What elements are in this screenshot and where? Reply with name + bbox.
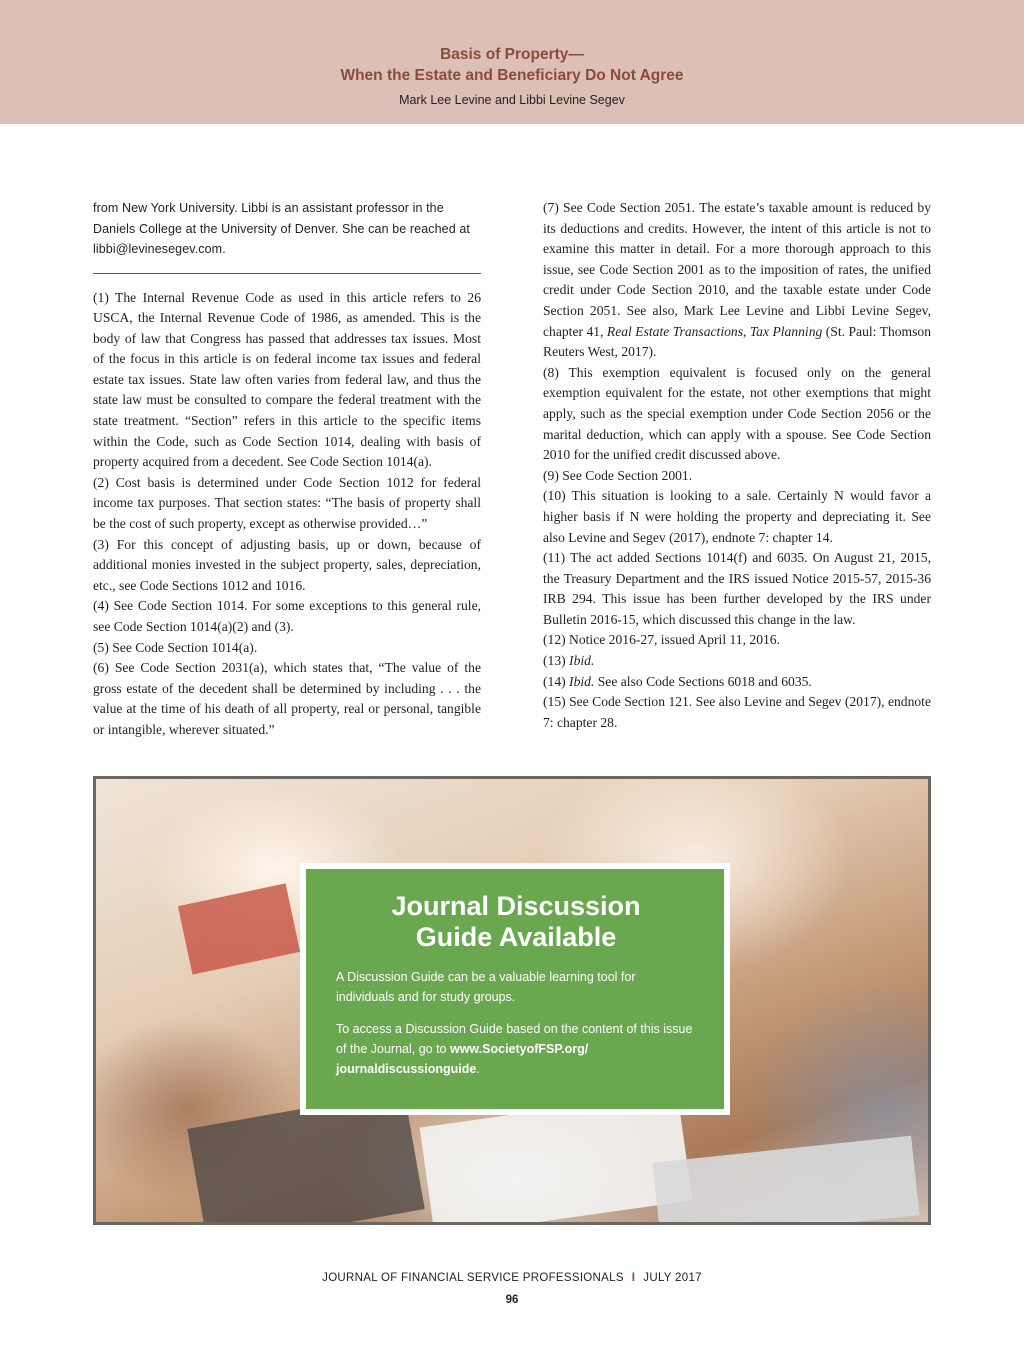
endnote-3: (3) For this concept of adjusting basis, up or down, because of additional monies invested in the subject property, sales, depreciation, etc., see Code Sections 1012 and 1016. — [93, 536, 481, 593]
endnote-8: (8) This exemption equivalent is focused only on the general exemption equivalent for the estate, not other exemptions that might apply, such as the special exemption under Code Section 2056 or the marital deduction, which can apply with a spouse. See Code Section 2010 for the unified credit discussed above. — [543, 364, 931, 463]
right-column — [543, 198, 931, 733]
endnote-7-text-a: (7) See Code Section 2051. The estate’s taxable amount is reduced by its deductions and credits. However, the intent of this article is not to examine this matter in detail. For a more thorough approach to this issue, see Code Section 2001 as to the imposition of rates, the unified credit under Code Section 2010, and the taxable estate under Code Section 2051. See also, Mark Lee Levine and Libbi Levine Segev, chapter 41, — [543, 200, 931, 339]
endnote-14-number: (14) — [543, 673, 570, 689]
callout-title-line-2: Guide Available — [415, 922, 617, 952]
callout-paragraph-2 — [336, 1019, 696, 1079]
endnote-13-number: (13) — [543, 653, 570, 669]
footer-separator: I — [631, 1272, 636, 1284]
callout-title — [336, 891, 696, 953]
photo-laptop-shape — [653, 1136, 920, 1225]
endnote-10: (10) This situation is looking to a sale. Certainly N would favor a higher basis if N were holding the property and depreciating it. See also Levine and Segev (2017), endnote 7: chapter 14. — [543, 488, 931, 545]
page-footer — [0, 1272, 1024, 1284]
discussion-guide-photo — [93, 776, 931, 1225]
page-number: 96 — [505, 1294, 519, 1306]
endnote-7-book-title: Real Estate Transactions, Tax Planning — [606, 323, 823, 339]
photo-book-shape — [178, 883, 300, 974]
endnote-1: (1) The Internal Revenue Code as used in this article refers to 26 USCA, the Internal Revenue Code of 1986, as amended. This is the body of law that Congress has passed that addresses tax issues. Most of the focus in this article is on federal income tax issues and federal estate tax issues. State law often varies from federal law, and thus the state law must be consulted to compare the federal treatment with the state treatment. “Section” refers in this article to the specific items within the Code, such as Code Section 1014, dealing with basis of property acquired from a decedent. See Code Section 1014(a). — [93, 289, 481, 470]
callout-title-line-1: Journal Discussion — [391, 891, 641, 921]
article-authors: Mark Lee Levine and Libbi Levine Segev — [399, 93, 625, 107]
article-title-line-1: Basis of Property— — [440, 46, 584, 63]
endnote-14 — [543, 672, 931, 693]
callout-paragraph-1: A Discussion Guide can be a valuable learning tool for individuals and for study groups. — [336, 970, 636, 1004]
endnote-14-ibid: Ibid. — [569, 673, 595, 689]
left-column — [93, 198, 481, 741]
footer-date: JULY 2017 — [643, 1272, 702, 1284]
endnote-13 — [543, 651, 931, 672]
endnote-6: (6) See Code Section 2031(a), which states that, “The value of the gross estate of the decedent shall be determined by including . . . the value at the time of his death of all property, real or personal, tangible or intangible, wherever situated.” — [93, 660, 481, 737]
article-title-line-2: When the Estate and Beneficiary Do Not Agree — [340, 67, 684, 84]
endnote-7-text-b: (St. Paul: Thomson Reuters West, 2017). — [543, 323, 931, 360]
footer-journal-name: JOURNAL OF FINANCIAL SERVICE PROFESSIONALS — [322, 1272, 624, 1284]
endnote-9: (9) See Code Section 2001. — [543, 467, 693, 483]
author-bio-text: from New York University. Libbi is an assistant professor in the Daniels College at the University of Denver. She can be reached at libbi@levinesegev.com. — [93, 201, 470, 256]
author-bio — [93, 198, 481, 260]
endnote-13-ibid: Ibid. — [569, 653, 595, 669]
discussion-guide-callout — [300, 863, 730, 1115]
endnote-4: (4) See Code Section 1014. For some exceptions to this general rule, see Code Section 1014(a)(2) and (3). — [93, 598, 481, 634]
endnote-12: (12) Notice 2016-27, issued April 11, 2016. — [543, 632, 780, 648]
endnote-14-text: See also Code Sections 6018 and 6035. — [594, 673, 812, 689]
endnote-11: (11) The act added Sections 1014(f) and 6035. On August 21, 2015, the Treasury Department and the IRS issued Notice 2015-57, 2015-36 IRB 294. This issue has been further developed by the IRS under Bulletin 2016-15, which discussed this change in the law. — [543, 550, 931, 627]
endnote-7 — [543, 198, 931, 363]
callout-paragraph-2-lead: To access a Discussion Guide based on the content of this issue of the Journal, go to — [336, 1022, 693, 1056]
discussion-guide-link[interactable]: www.SocietyofFSP.org/ journaldiscussionguide — [336, 1042, 589, 1076]
callout-paragraph-2-end: . — [476, 1062, 480, 1076]
article-header — [0, 0, 1024, 124]
endnote-2: (2) Cost basis is determined under Code Section 1012 for federal income tax purposes. That section states: “The basis of property shall be the cost of such property, except as otherwise provided…” — [93, 474, 481, 532]
endnote-5: (5) See Code Section 1014(a). — [93, 639, 258, 655]
endnote-15: (15) See Code Section 121. See also Levine and Segev (2017), endnote 7: chapter 28. — [543, 694, 931, 730]
section-divider — [93, 273, 481, 274]
